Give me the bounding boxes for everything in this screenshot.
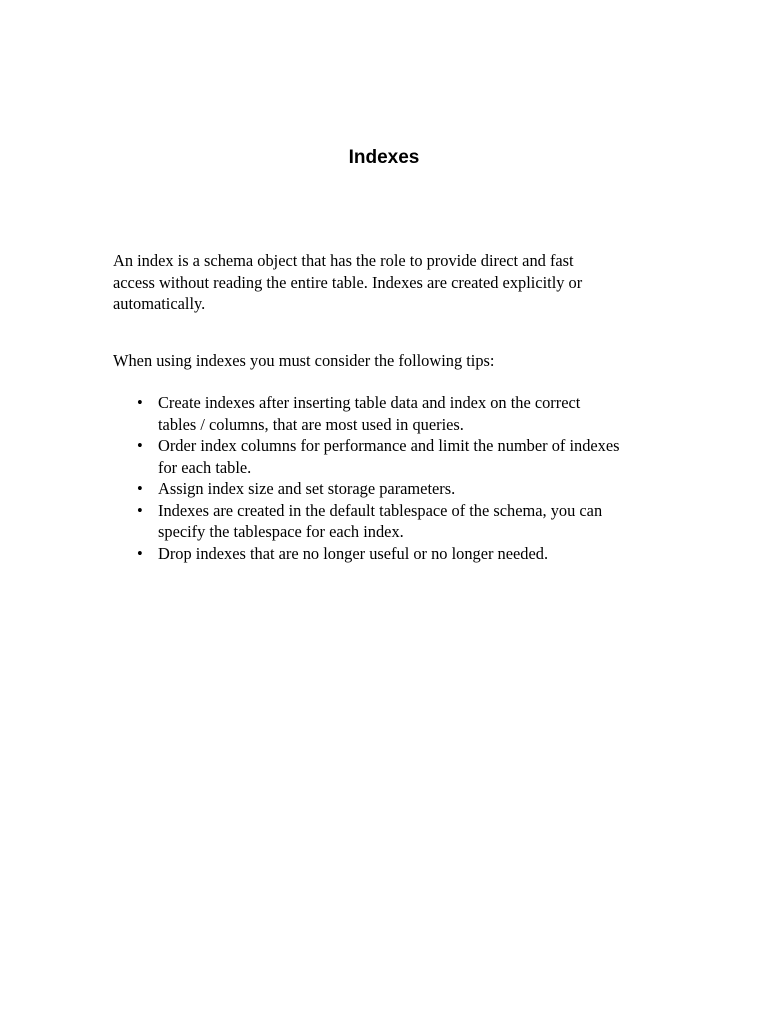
bullet-icon: • xyxy=(137,393,143,412)
tip-line: specify the tablespace for each index. xyxy=(158,522,404,541)
tip-line: Create indexes after inserting table data and index on the correct xyxy=(158,393,581,412)
tip-line: tables / columns, that are most used in queries. xyxy=(158,414,464,434)
bullet-icon: • xyxy=(137,436,143,455)
bullet-icon: • xyxy=(137,479,143,498)
bullet-icon: • xyxy=(137,543,143,563)
tips-lead-text: When using indexes you must consider the following tips: xyxy=(113,351,495,370)
tip-item xyxy=(113,543,693,565)
bullet-icon: • xyxy=(137,500,143,520)
intro-paragraph xyxy=(113,250,673,315)
tips-list xyxy=(113,392,693,564)
intro-line: automatically. xyxy=(113,294,206,313)
tip-item xyxy=(113,392,693,435)
intro-line: An index is a schema object that has the role to provide direct and fast xyxy=(113,251,574,270)
page-title: Indexes xyxy=(348,147,420,168)
tip-line: Indexes are created in the default tablespace of the schema, you can xyxy=(158,500,603,520)
intro-line: access without reading the entire table. Indexes are created explicitly or xyxy=(113,272,583,292)
tip-item xyxy=(113,500,693,543)
tip-line: Assign index size and set storage parameters. xyxy=(158,479,456,498)
tip-item xyxy=(113,478,693,500)
tip-item xyxy=(113,435,693,478)
tip-line: for each table. xyxy=(158,457,252,477)
tip-line: Drop indexes that are no longer useful or no longer needed. xyxy=(158,543,549,563)
tip-line: Order index columns for performance and limit the number of indexes xyxy=(158,436,620,455)
